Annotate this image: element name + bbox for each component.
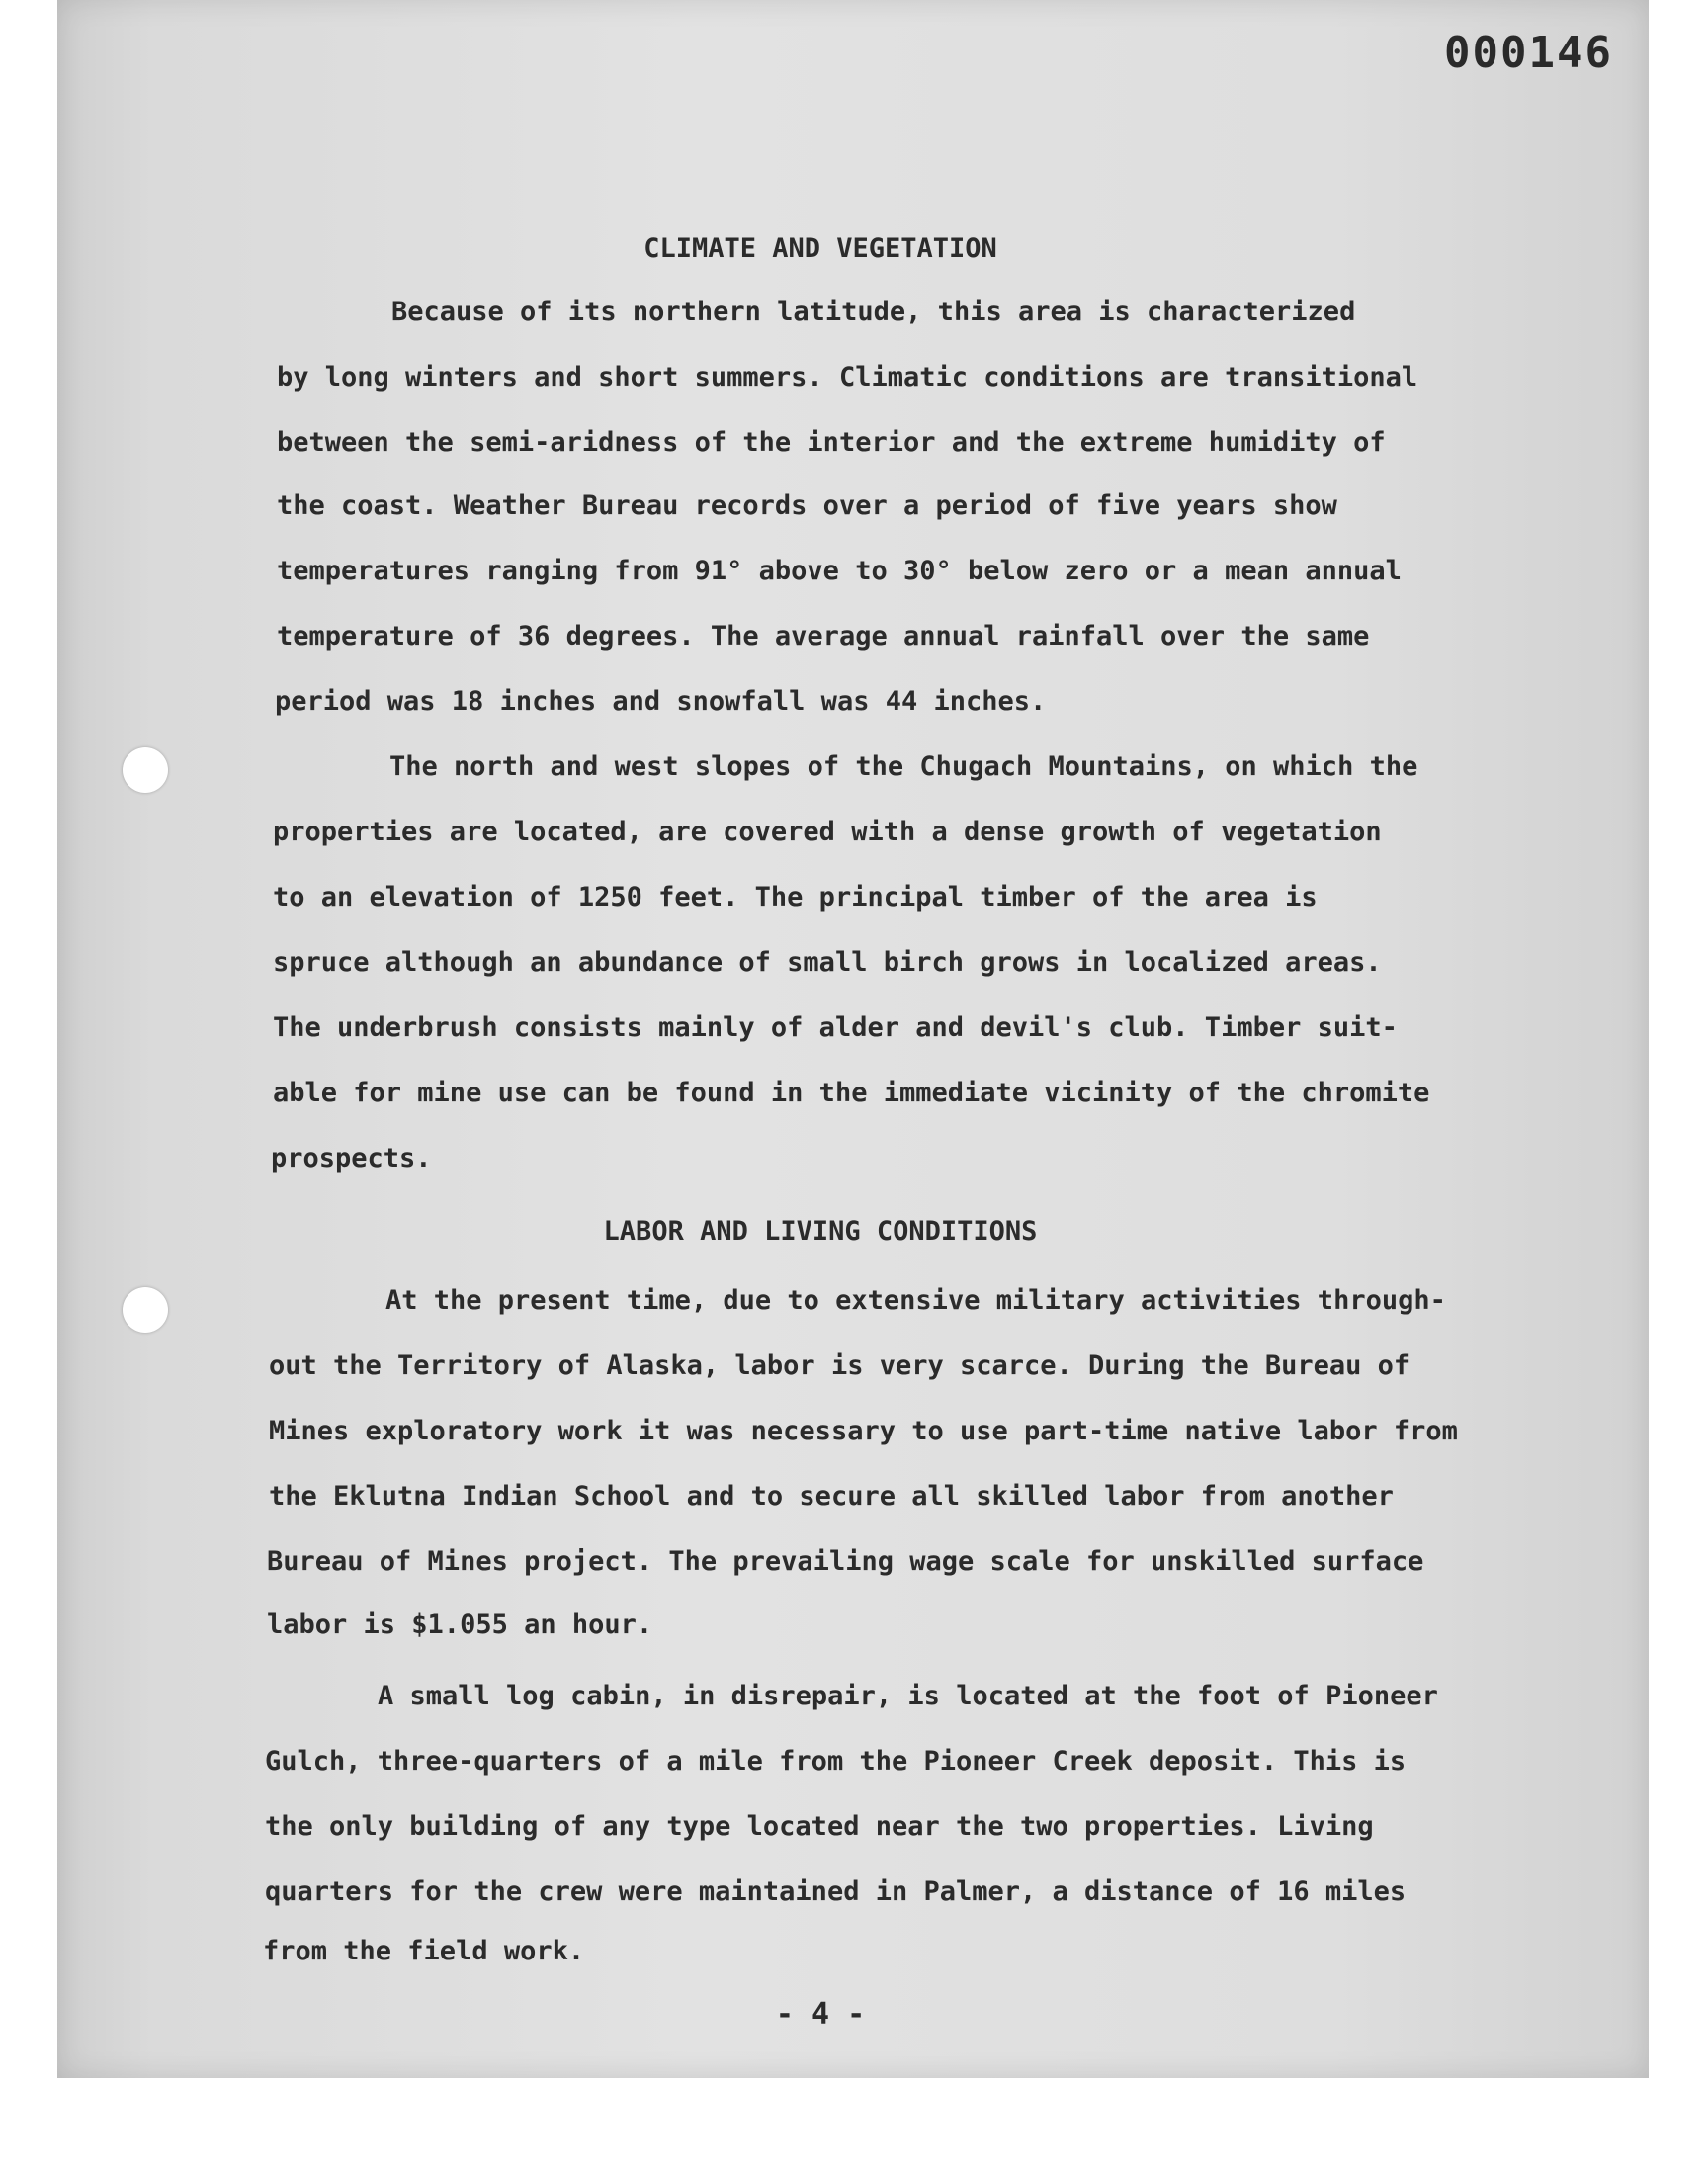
paragraph-line: out the Territory of Alaska, labor is very scarce. During the Bureau of (269, 1350, 1410, 1381)
paragraph-line: The underbrush consists mainly of alder and devil's club. Timber suit- (273, 1012, 1398, 1043)
paragraph-line: the Eklutna Indian School and to secure all skilled labor from another (269, 1481, 1394, 1512)
document-stamp-number: 000146 (1444, 28, 1613, 78)
paragraph-line: by long winters and short summers. Climatic conditions are transitional (277, 362, 1418, 392)
section-heading-labor: LABOR AND LIVING CONDITIONS (603, 1216, 1038, 1247)
paragraph-line: Gulch, three-quarters of a mile from the Pioneer Creek deposit. This is (265, 1746, 1407, 1777)
section-heading-climate: CLIMATE AND VEGETATION (643, 233, 997, 264)
paragraph-line: period was 18 inches and snowfall was 44 inches. (275, 686, 1047, 717)
paragraph-line: able for mine use can be found in the immediate vicinity of the chromite (273, 1078, 1430, 1108)
paragraph-line: temperatures ranging from 91° above to 30° below zero or a mean annual (277, 556, 1402, 586)
paragraph-line: to an elevation of 1250 feet. The principal timber of the area is (273, 882, 1318, 913)
paragraph-line: properties are located, are covered with a dense growth of vegetation (273, 817, 1382, 847)
paragraph-line: labor is $1.055 an hour. (267, 1610, 653, 1640)
punch-hole (123, 747, 168, 793)
paragraph-line: the coast. Weather Bureau records over a period of five years show (277, 490, 1337, 521)
paragraph-line: Because of its northern latitude, this area is characterized (391, 297, 1356, 327)
paragraph-line: quarters for the crew were maintained in Palmer, a distance of 16 miles (265, 1876, 1407, 1907)
paragraph-line: spruce although an abundance of small birch grows in localized areas. (273, 947, 1382, 978)
paragraph-line: temperature of 36 degrees. The average annual rainfall over the same (277, 621, 1370, 652)
paragraph-line: At the present time, due to extensive military activities through- (385, 1285, 1446, 1316)
punch-hole (123, 1287, 168, 1333)
paragraph-line: prospects. (271, 1143, 432, 1174)
paragraph-line: A small log cabin, in disrepair, is located at the foot of Pioneer (378, 1681, 1438, 1711)
page-number: - 4 - (775, 1997, 866, 2032)
paragraph-line: from the field work. (263, 1936, 585, 1966)
paragraph-line: Mines exploratory work it was necessary to use part-time native labor from (269, 1416, 1458, 1446)
paragraph-line: the only building of any type located near the two properties. Living (265, 1811, 1374, 1842)
paragraph-line: between the semi-aridness of the interior and the extreme humidity of (277, 427, 1386, 458)
paragraph-line: The north and west slopes of the Chugach Mountains, on which the (389, 751, 1418, 782)
paragraph-line: Bureau of Mines project. The prevailing wage scale for unskilled surface (267, 1546, 1424, 1577)
